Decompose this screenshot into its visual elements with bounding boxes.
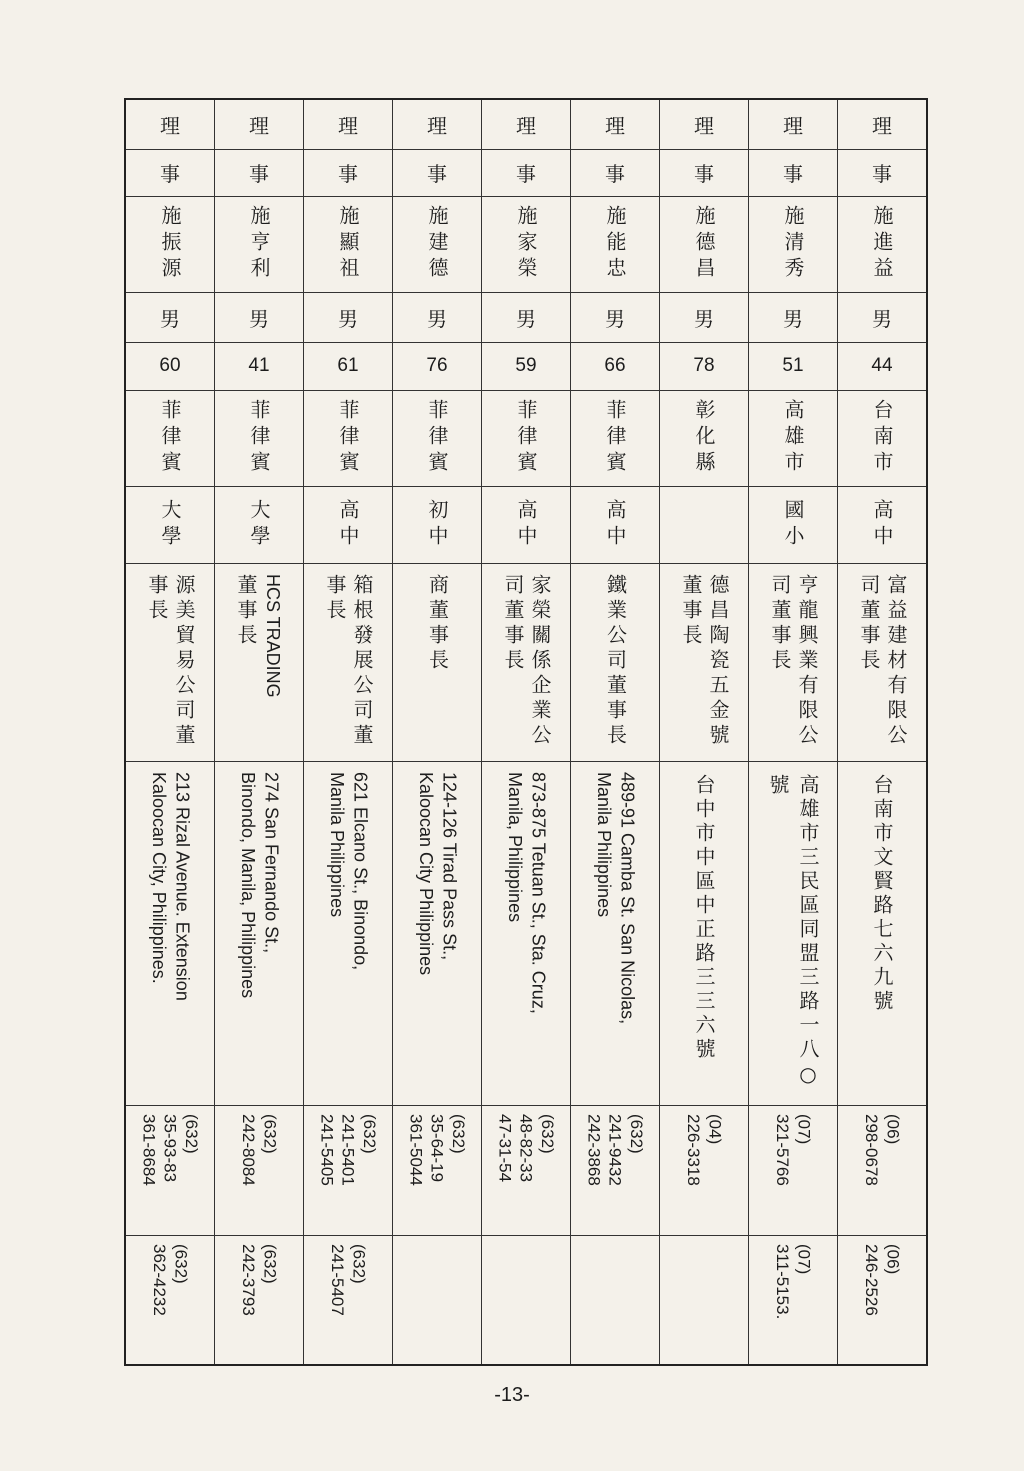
education: 大學 xyxy=(247,499,271,552)
member-name: 施能忠 xyxy=(603,205,627,284)
occupation-cell xyxy=(393,564,481,762)
origin-place: 菲律賓 xyxy=(514,399,538,478)
place-cell xyxy=(571,391,659,488)
education-cell xyxy=(482,487,570,564)
occupation-cell xyxy=(215,564,303,762)
home-phone-cell xyxy=(393,1236,481,1364)
address-cell xyxy=(304,762,392,1106)
address: 489-91 Camba St. San Nicolas, Manila Philippines xyxy=(594,771,638,1025)
office-phone: (632) 35-93-83 361-8684 xyxy=(139,1114,201,1187)
education: 高中 xyxy=(870,499,894,552)
role-cell: 事 xyxy=(749,150,837,197)
origin-place: 高雄市 xyxy=(781,399,805,478)
occupation: 箱根發展公司董事長 xyxy=(323,574,374,750)
education-cell xyxy=(571,487,659,564)
member-column xyxy=(570,100,659,1364)
office-phone-cell xyxy=(749,1106,837,1236)
occupation-cell xyxy=(749,564,837,762)
role-cell: 事 xyxy=(393,150,481,197)
origin-place: 菲律賓 xyxy=(425,399,449,478)
member-name: 施家榮 xyxy=(514,205,538,284)
occupation: 富益建材有限公司董事長 xyxy=(857,574,908,750)
occupation: 亨龍興業有限公司董事長 xyxy=(768,574,819,750)
address: 高雄市三民區同盟三路一八○號 xyxy=(766,773,820,1090)
occupation: 商董事長 xyxy=(425,574,450,675)
place-cell xyxy=(126,391,214,488)
member-column xyxy=(748,100,837,1364)
occupation: 鐵業公司董事長 xyxy=(603,574,628,750)
occupation-cell xyxy=(838,564,926,762)
address: 台南市文賢路七六九號 xyxy=(870,773,894,1014)
office-phone-cell xyxy=(838,1106,926,1236)
home-phone: (06) 246-2526 xyxy=(862,1244,903,1317)
education-cell xyxy=(215,487,303,564)
home-phone: (632) 362-4232 xyxy=(150,1244,191,1317)
page-number: -13- xyxy=(494,1384,530,1406)
member-column xyxy=(392,100,481,1364)
member-column xyxy=(481,100,570,1364)
member-column xyxy=(837,100,926,1364)
office-phone: (06) 298-0678 xyxy=(862,1114,903,1187)
title-cell: 理 xyxy=(215,100,303,150)
name-cell xyxy=(660,197,748,293)
place-cell xyxy=(749,391,837,488)
occupation: 源美貿易公司董事長 xyxy=(145,574,196,750)
address: 124-126 Tirad Pass St., Kaloocan City Philippines xyxy=(416,771,460,976)
address-cell xyxy=(660,762,748,1106)
education-cell xyxy=(749,487,837,564)
education-cell xyxy=(304,487,392,564)
address-cell xyxy=(482,762,570,1106)
occupation: 家榮關係企業公司董事長 xyxy=(501,574,552,750)
education-cell xyxy=(838,487,926,564)
title-cell: 理 xyxy=(304,100,392,150)
home-phone-cell xyxy=(304,1236,392,1364)
sex-cell: 男 xyxy=(482,293,570,343)
member-name: 施亨利 xyxy=(247,205,271,284)
home-phone-cell xyxy=(749,1236,837,1364)
address: 213 Rizal Avenue. Extension Kaloocan City, Philippines. xyxy=(149,771,193,1001)
sex-cell: 男 xyxy=(126,293,214,343)
address-cell xyxy=(749,762,837,1106)
occupation-block xyxy=(232,564,286,761)
age-cell: 78 xyxy=(660,343,748,391)
office-phone-cell xyxy=(571,1106,659,1236)
office-phone: (632) 48-82-33 47-31-54 xyxy=(495,1114,557,1183)
address-cell xyxy=(215,762,303,1106)
title-cell: 理 xyxy=(749,100,837,150)
name-cell xyxy=(304,197,392,293)
role-cell: 事 xyxy=(215,150,303,197)
member-column xyxy=(659,100,748,1364)
occupation-cell xyxy=(571,564,659,762)
address: 274 San Fernando St., Binondo, Manila, Philippines xyxy=(238,771,282,999)
name-cell xyxy=(482,197,570,293)
education: 大學 xyxy=(158,499,182,552)
role-cell: 事 xyxy=(838,150,926,197)
education-cell xyxy=(126,487,214,564)
age-cell: 59 xyxy=(482,343,570,391)
occupation: 德昌陶瓷五金號董事長 xyxy=(679,574,730,750)
sex-cell: 男 xyxy=(838,293,926,343)
address: 621 Elcano St., Binondo, Manila Philippines xyxy=(327,771,371,971)
occupation-cell xyxy=(660,564,748,762)
home-phone-cell xyxy=(838,1236,926,1364)
home-phone-cell xyxy=(215,1236,303,1364)
age-cell: 61 xyxy=(304,343,392,391)
education: 高中 xyxy=(603,499,627,552)
sex-cell: 男 xyxy=(304,293,392,343)
place-cell xyxy=(393,391,481,488)
occupation-cell xyxy=(304,564,392,762)
office-phone: (632) 242-8084 xyxy=(239,1114,280,1187)
member-column xyxy=(303,100,392,1364)
sex-cell: 男 xyxy=(215,293,303,343)
name-cell xyxy=(393,197,481,293)
directory-table xyxy=(124,98,928,1366)
age-cell: 60 xyxy=(126,343,214,391)
title-cell: 理 xyxy=(393,100,481,150)
member-name: 施振源 xyxy=(158,205,182,284)
member-column xyxy=(126,100,214,1364)
title-cell: 理 xyxy=(660,100,748,150)
home-phone: (632) 241-5407 xyxy=(328,1244,369,1317)
member-column xyxy=(214,100,303,1364)
title-cell: 理 xyxy=(571,100,659,150)
home-phone: (07) 311-5153. xyxy=(773,1244,814,1320)
company-name-en: HCS TRADING xyxy=(263,574,283,698)
education-cell xyxy=(660,487,748,564)
age-cell: 41 xyxy=(215,343,303,391)
place-cell xyxy=(838,391,926,488)
home-phone-cell xyxy=(482,1236,570,1364)
name-cell xyxy=(571,197,659,293)
address: 台中市中區中正路三三六號 xyxy=(692,773,716,1062)
title-cell: 理 xyxy=(838,100,926,150)
education-cell xyxy=(393,487,481,564)
age-cell: 66 xyxy=(571,343,659,391)
origin-place: 台南市 xyxy=(870,399,894,478)
education: 初中 xyxy=(425,499,449,552)
occupation-cell xyxy=(126,564,214,762)
education: 高中 xyxy=(336,499,360,552)
office-phone: (04) 226-3318 xyxy=(684,1114,725,1187)
address-cell xyxy=(838,762,926,1106)
office-phone: (632) 241-5401 241-5405 xyxy=(317,1114,379,1187)
member-name: 施建德 xyxy=(425,205,449,284)
education: 國小 xyxy=(781,499,805,552)
role-cell: 事 xyxy=(571,150,659,197)
address-cell xyxy=(571,762,659,1106)
office-phone-cell xyxy=(215,1106,303,1236)
member-name: 施德昌 xyxy=(692,205,716,284)
place-cell xyxy=(660,391,748,488)
member-name: 施清秀 xyxy=(781,205,805,284)
member-name: 施進益 xyxy=(870,205,894,284)
office-phone: (07) 321-5766 xyxy=(773,1114,814,1187)
address-cell xyxy=(126,762,214,1106)
origin-place: 菲律賓 xyxy=(158,399,182,478)
name-cell xyxy=(126,197,214,293)
office-phone-cell xyxy=(660,1106,748,1236)
origin-place: 菲律賓 xyxy=(247,399,271,478)
origin-place: 菲律賓 xyxy=(336,399,360,478)
address: 873-875 Tetuan St., Sta. Cruz, Manila, Philippines xyxy=(505,771,549,1014)
origin-place: 彰化縣 xyxy=(692,399,716,478)
place-cell xyxy=(215,391,303,488)
name-cell xyxy=(749,197,837,293)
role-cell: 事 xyxy=(126,150,214,197)
role-cell: 事 xyxy=(660,150,748,197)
name-cell xyxy=(838,197,926,293)
title-cell: 理 xyxy=(482,100,570,150)
title-cell: 理 xyxy=(126,100,214,150)
origin-place: 菲律賓 xyxy=(603,399,627,478)
address-cell xyxy=(393,762,481,1106)
office-phone-cell xyxy=(304,1106,392,1236)
age-cell: 76 xyxy=(393,343,481,391)
home-phone: (632) 242-3793 xyxy=(239,1244,280,1317)
age-cell: 44 xyxy=(838,343,926,391)
office-phone: (632) 35-64-19 361-5044 xyxy=(406,1114,468,1187)
occupation-cell xyxy=(482,564,570,762)
role-cell: 事 xyxy=(304,150,392,197)
sex-cell: 男 xyxy=(660,293,748,343)
education: 高中 xyxy=(514,499,538,552)
home-phone-cell xyxy=(571,1236,659,1364)
age-cell: 51 xyxy=(749,343,837,391)
office-phone-cell xyxy=(393,1106,481,1236)
office-phone-cell xyxy=(126,1106,214,1236)
occupation: 董事長 xyxy=(234,574,258,650)
office-phone: (632) 241-9432 242-3868 xyxy=(584,1114,646,1187)
sex-cell: 男 xyxy=(393,293,481,343)
sex-cell: 男 xyxy=(571,293,659,343)
member-name: 施顯祖 xyxy=(336,205,360,284)
home-phone-cell xyxy=(660,1236,748,1364)
office-phone-cell xyxy=(482,1106,570,1236)
sex-cell: 男 xyxy=(749,293,837,343)
role-cell: 事 xyxy=(482,150,570,197)
home-phone-cell xyxy=(126,1236,214,1364)
place-cell xyxy=(482,391,570,488)
place-cell xyxy=(304,391,392,488)
name-cell xyxy=(215,197,303,293)
